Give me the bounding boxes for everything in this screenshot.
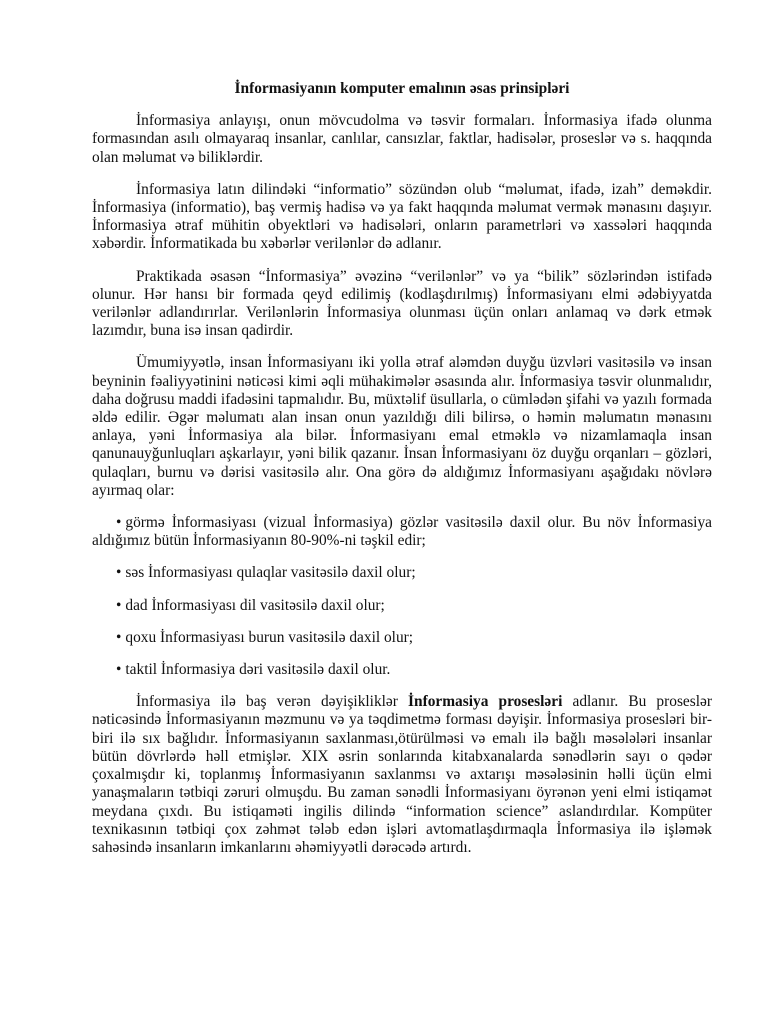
bullet-visual: [92, 514, 712, 550]
list-item: [92, 564, 712, 582]
bullet-icon: •: [116, 661, 122, 679]
bullet-list: [92, 564, 712, 679]
paragraph-definition: İnformasiya anlayışı, onun mövcudolma və təsvir formaları. İnformasiya ifadə olunma formasından asılı olmayaraq insanlar, canlılar, cansızlar, faktlar, hadisələr, proseslər və s. haqqında olan məlumat və biliklərdir.: [92, 112, 712, 166]
bullet-icon: •: [116, 564, 122, 582]
processes-body-text: adlanır. Bu proseslər nəticəsində İnformasiyanın məzmunu və ya təqdimetmə forması dəyişir. İnformasiya prosesləri bir-biri ilə sıx bağlıdır. İnformasiyanın saxlanması,ötürülməsi və emalı ilə bağlı məsələləri insanlar bütün dövrlərdə həll etmişlər. XIX əsrin sonlarında kitabxanalarda sənədlərin sayı o qədər çoxalmışdır ki, toplanmış İnformasiyanın saxlanmsı və axtarışı məsələsinin həlli üçün elmi yanaşmaların tətbiqi zəruri olmuşdu. Bu zaman sənədli İnformasiyanı öyrənən yeni elmi istiqamət meydana çıxdı. Bu istiqaməti ingilis dilində “information science” aslandırdılar. Kompüter texnikasının tətbiqi çox zəhmət tələb edən işləri avtomatlaşdırmaqla İnformasiya ilə işləmək sahəsində insanların imkanlarını əhəmiyyətli dərəcədə artırdı.: [92, 693, 712, 856]
list-item: [92, 661, 712, 679]
processes-intro-text: İnformasiya ilə baş verən dəyişikliklər: [136, 693, 409, 711]
paragraph-practice: Praktikada əsasən “İnformasiya” əvəzinə “verilənlər” və ya “bilik” sözlərindən istifadə olunur. Hər hansı bir formada qeyd edilimiş (kodlaşdırılmış) İnformasiyanı elmi ədəbiyyatda verilənlər adlandırırlar. Verilənlərin İnformasiya olunması üçün onları anlamaq və dərk etmək lazımdır, buna isə insan qadirdir.: [92, 267, 712, 340]
paragraph-processes: [92, 693, 712, 857]
bullet-icon: •: [116, 514, 122, 532]
processes-term: İnformasiya prosesləri: [408, 693, 563, 711]
paragraph-etymology: İnformasiya latın dilindəki “informatio” sözündən olub “məlumat, ifadə, izah” deməkdir. İnformasiya (informatio), baş vermiş hadisə və ya fakt haqqında məlumat vermək mənasını daşıyır. İnformasiya ətraf mühitin obyektləri və hadisələri, onların parametrləri və xassələri haqqında xəbərdir. İnformatikada bu xəbərlər verilənlər də adlanır.: [92, 180, 712, 253]
list-item: [92, 597, 712, 615]
bullet-text: səs İnformasiyası qulaqlar vasitəsilə daxil olur;: [125, 564, 416, 582]
paragraph-perception: Ümumiyyətlə, insan İnformasiyanı iki yolla ətraf aləmdən duyğu üzvləri vasitəsilə və insan beyninin fəaliyyətinini nəticəsi kimi əqli mühakimələr əsasında alır. İnformasiya təsvir olunmalıdır, daha doğrusu maddi ifadəsini tapmalıdır. Bu, müxtəlif üsullarla, o cümlədən şifahi və yazılı formada əldə edilir. Əgər məlumatı alan insan onun yazıldığı dili bilirsə, o həmin məlumatın mənasını anlaya, yəni İnformasiya ala bilər. İnformasiyanı emal etməklə və nizamlamaqla insan qanunauyğunluqları aşkarlayır, yəni bilik qazanır. İnsan İnformasiyanı öz duyğu orqanları – gözləri, qulaqları, burnu və dərisi vasitəsilə alır. Ona görə də aldığımız İnformasiyanı aşağıdakı növlərə ayırmaq olar:: [92, 354, 712, 499]
bullet-icon: •: [116, 596, 122, 614]
document-title: İnformasiyanın komputer emalının əsas prinsipləri: [234, 80, 570, 97]
bullet-text: qoxu İnformasiyası burun vasitəsilə daxil olur;: [125, 628, 414, 646]
bullet-text: dad İnformasiyası dil vasitəsilə daxil olur;: [125, 596, 385, 614]
bullet-text: görmə İnformasiyası (vizual İnformasiya) gözlər vasitəsilə daxil olur. Bu növ İnformasiya aldığımız bütün İnformasiyanın 80-90%-ni təşkil edir;: [92, 514, 712, 550]
bullet-text: taktil İnformasiya dəri vasitəsilə daxil olur.: [125, 661, 391, 679]
bullet-icon: •: [116, 628, 122, 646]
document-page: [92, 80, 712, 871]
list-item: [92, 629, 712, 647]
